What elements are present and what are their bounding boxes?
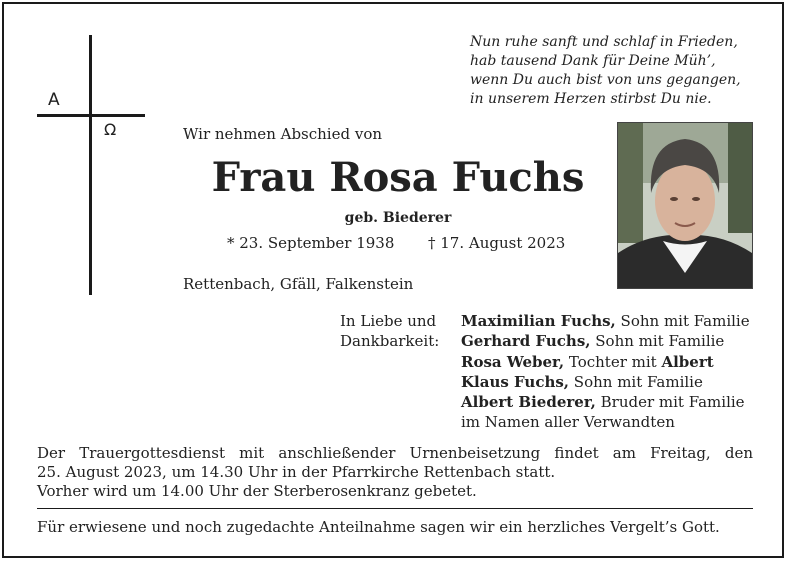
mourner-relation: Bruder mit Familie bbox=[595, 393, 745, 412]
list-item bbox=[461, 392, 750, 412]
service-line: 25. August 2023, um 14.30 Uhr in der Pfarrkirche Rettenbach statt. bbox=[37, 463, 556, 481]
divider bbox=[37, 508, 753, 509]
mourners-label-line: Dankbarkeit: bbox=[340, 332, 440, 350]
death-date: † 17. August 2023 bbox=[428, 234, 566, 252]
places: Rettenbach, Gfäll, Falkenstein bbox=[183, 275, 414, 293]
mourner-relation: Sohn mit Familie bbox=[615, 312, 750, 330]
mourner-spouse: Albert bbox=[661, 352, 714, 371]
omega-symbol: Ω bbox=[104, 120, 117, 139]
memorial-poem bbox=[470, 33, 770, 109]
list-item bbox=[461, 372, 750, 392]
mourner-relation: Sohn mit Familie bbox=[569, 372, 703, 391]
service-line: Vorher wird um 14.00 Uhr der Sterberosenkranz gebetet. bbox=[37, 482, 477, 500]
mourner-name: Maximilian Fuchs, bbox=[461, 312, 616, 330]
birth-date: * 23. September 1938 bbox=[227, 234, 395, 252]
service-line: Der Trauergottesdienst mit anschließender Urnenbeisetzung findet am Freitag, den bbox=[37, 444, 753, 462]
list-item bbox=[461, 331, 750, 351]
poem-line: Nun ruhe sanft und schlaf in Frieden, bbox=[470, 34, 738, 50]
cross-vertical-beam bbox=[89, 35, 92, 295]
mourner-name: Albert Biederer, bbox=[461, 393, 596, 412]
poem-line: in unserem Herzen stirbst Du nie. bbox=[470, 91, 712, 107]
alpha-symbol: A bbox=[48, 90, 60, 110]
portrait-image bbox=[618, 123, 752, 288]
mourners-label bbox=[340, 311, 439, 351]
poem-line: hab tausend Dank für Deine Müh’, bbox=[470, 53, 716, 69]
mourner-name: Gerhard Fuchs, bbox=[461, 332, 591, 351]
poem-line: wenn Du auch bist von uns gegangen, bbox=[470, 72, 741, 88]
final-thanks: Für erwiesene und noch zugedachte Anteilnahme sagen wir ein herzliches Vergelt’s Gott. bbox=[37, 518, 720, 536]
list-item bbox=[461, 311, 750, 331]
portrait-photo bbox=[617, 122, 753, 289]
deceased-name: Frau Rosa Fuchs bbox=[211, 154, 585, 201]
mourners-label-line: In Liebe und bbox=[340, 312, 437, 330]
mourners-list bbox=[461, 311, 750, 433]
mourner-name: Rosa Weber, bbox=[461, 352, 565, 371]
birth-name: geb. Biederer bbox=[344, 210, 452, 226]
list-item bbox=[461, 352, 750, 372]
service-info bbox=[37, 444, 753, 501]
intro-text: Wir nehmen Abschied von bbox=[183, 125, 383, 143]
mourner-name: Klaus Fuchs, bbox=[461, 372, 570, 391]
mourner-relation: Sohn mit Familie bbox=[590, 332, 725, 351]
cross-horizontal-beam bbox=[37, 114, 145, 117]
mourners-closing: im Namen aller Verwandten bbox=[461, 413, 675, 432]
mourner-relation: Tochter mit bbox=[564, 352, 662, 371]
